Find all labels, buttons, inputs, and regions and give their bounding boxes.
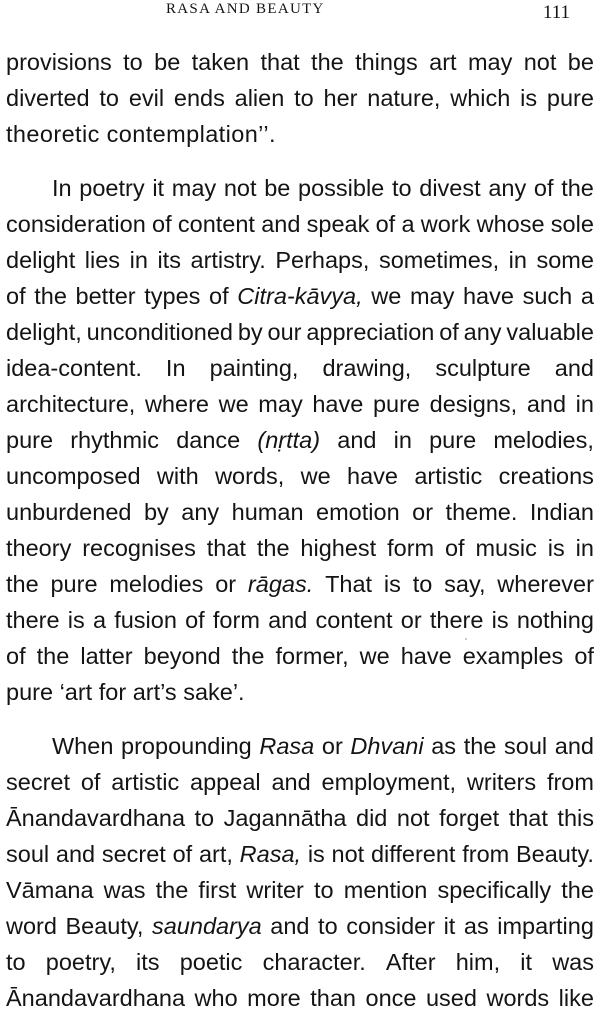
word: of — [6, 643, 26, 669]
word: of — [574, 643, 594, 669]
word: that — [260, 49, 300, 75]
word: secret — [6, 769, 70, 795]
word: After — [385, 949, 436, 975]
word: be — [264, 175, 291, 201]
word: is — [520, 85, 538, 111]
word: word — [6, 913, 57, 939]
word: by — [237, 319, 263, 345]
word: not — [523, 49, 557, 75]
word: that — [206, 535, 246, 561]
text-line — [6, 602, 594, 638]
word: to — [314, 877, 334, 903]
word: some — [536, 247, 594, 273]
text-line — [6, 836, 594, 872]
word: sculpture — [435, 355, 531, 381]
word: in — [575, 535, 594, 561]
word: Indian — [529, 499, 594, 525]
text-line — [6, 422, 594, 458]
word: content — [315, 607, 393, 633]
word: pure ‘art for art’s sake’. — [6, 679, 245, 705]
word: the — [311, 49, 344, 75]
word: and — [337, 427, 377, 453]
word: valuable — [506, 319, 594, 345]
word: the — [463, 733, 497, 759]
text-line — [6, 314, 594, 350]
word: the — [34, 283, 67, 309]
word: better — [75, 283, 136, 309]
word: may — [171, 175, 217, 201]
word: to — [99, 85, 120, 111]
word: is — [307, 841, 325, 867]
word: artistic — [414, 463, 483, 489]
italic-term: saundarya — [151, 913, 262, 939]
word: music — [475, 535, 537, 561]
word: once — [365, 985, 417, 1011]
word: used — [425, 985, 477, 1011]
word: which — [450, 85, 511, 111]
word: is — [491, 607, 509, 633]
word: the — [155, 877, 189, 903]
word: soul — [6, 841, 50, 867]
word: latter — [80, 643, 133, 669]
word: work — [420, 211, 471, 237]
word: or — [400, 607, 422, 633]
word: there — [429, 607, 484, 633]
text-line — [6, 674, 594, 710]
word: pure — [546, 85, 594, 111]
word: Beauty, — [65, 913, 144, 939]
word: there — [6, 607, 60, 633]
text-line — [6, 944, 594, 980]
word: speak — [306, 211, 370, 237]
word: different — [370, 841, 456, 867]
word: to — [6, 949, 26, 975]
word: mention — [343, 877, 428, 903]
word: to — [294, 85, 314, 111]
text-line — [6, 206, 594, 242]
word: propounding — [121, 733, 252, 759]
word: of — [172, 841, 193, 867]
word: we — [218, 391, 249, 417]
word: In — [52, 175, 72, 201]
text-line — [6, 350, 594, 386]
word: it — [152, 175, 165, 201]
italic-term: Dhvani — [350, 733, 424, 759]
word: the — [256, 535, 290, 561]
word: fusion — [114, 607, 177, 633]
text-line — [6, 116, 594, 152]
word: this — [557, 805, 594, 831]
word: and — [261, 211, 301, 237]
text-line — [52, 170, 594, 206]
italic-term: Rasa, — [239, 841, 302, 867]
word: of — [444, 535, 465, 561]
text-line — [6, 872, 594, 908]
word: writers — [466, 769, 537, 795]
word: creations — [498, 463, 594, 489]
word: melodies — [109, 571, 204, 597]
word: her — [323, 85, 358, 111]
word: beyond — [143, 643, 221, 669]
word: any — [488, 175, 527, 201]
word: Vāmana — [6, 877, 94, 903]
word: have — [400, 643, 452, 669]
text-line — [6, 80, 594, 116]
word: a — [580, 283, 594, 309]
word: human — [231, 499, 304, 525]
word: as — [431, 733, 457, 759]
text-line — [6, 980, 594, 1016]
word: or — [412, 499, 434, 525]
text-line — [6, 494, 594, 530]
word: emotion — [316, 499, 400, 525]
word: and — [268, 607, 308, 633]
word: any — [181, 499, 220, 525]
word: Ānandavardhana — [6, 805, 186, 831]
word: imparting — [497, 913, 594, 939]
word: to — [194, 805, 215, 831]
word: not — [396, 805, 430, 831]
word: and — [55, 841, 96, 867]
word: is — [383, 571, 401, 597]
text-line — [6, 566, 594, 602]
word: poetry — [79, 175, 145, 201]
word: When — [52, 733, 114, 759]
word: in — [393, 427, 412, 453]
word: a — [401, 211, 415, 237]
running-head-title: RASA AND BEAUTY — [166, 1, 325, 17]
word: to — [123, 49, 143, 75]
word: architecture, — [6, 391, 136, 417]
word: to — [318, 913, 338, 939]
word: form — [212, 607, 260, 633]
word: was — [552, 949, 594, 975]
word: pure — [429, 427, 477, 453]
word: pure — [372, 391, 420, 417]
word: of — [80, 769, 101, 795]
word: in — [129, 247, 148, 273]
word: have — [462, 283, 514, 309]
word: of — [185, 607, 205, 633]
word: appreciation — [306, 319, 435, 345]
word: form — [387, 535, 435, 561]
word: we — [371, 283, 402, 309]
word: to — [412, 571, 433, 597]
word: of — [439, 319, 459, 345]
word: we — [359, 643, 390, 669]
word: possible — [298, 175, 385, 201]
word: or — [215, 571, 237, 597]
word: uncomposed — [6, 463, 141, 489]
text-line — [6, 764, 594, 800]
text-line — [6, 908, 594, 944]
word: and — [271, 769, 311, 795]
word: sole — [550, 211, 594, 237]
print-speck — [465, 638, 467, 640]
word: highest — [300, 535, 377, 561]
word: theme. — [445, 499, 518, 525]
word: may — [409, 283, 455, 309]
word: consideration — [6, 211, 146, 237]
word: examples — [462, 643, 564, 669]
word: like — [558, 985, 594, 1011]
word: its — [157, 247, 181, 273]
word: theory — [6, 535, 72, 561]
word: diverted — [6, 85, 90, 111]
word: such — [522, 283, 573, 309]
word: forget — [439, 805, 500, 831]
word: alien — [234, 85, 285, 111]
text-line — [6, 638, 594, 674]
word: divest — [419, 175, 481, 201]
word: a — [92, 607, 107, 633]
text-line — [6, 530, 594, 566]
word: Ānandavardhana — [6, 985, 186, 1011]
word: to — [391, 175, 412, 201]
word: painting, — [209, 355, 299, 381]
word: former, — [275, 643, 349, 669]
word: types — [144, 283, 201, 309]
word: that — [508, 805, 548, 831]
page-number: 111 — [542, 2, 570, 23]
word: drawing, — [322, 355, 412, 381]
word: sometimes, — [378, 247, 500, 273]
word: not — [331, 841, 365, 867]
word: delight — [6, 247, 76, 273]
word: from — [546, 769, 594, 795]
word: delight, — [6, 319, 82, 345]
word: as — [463, 913, 489, 939]
italic-term: (nṛtta) — [257, 427, 321, 453]
word: nature, — [367, 85, 441, 111]
word: the — [231, 643, 265, 669]
word: poetic — [179, 949, 243, 975]
word: have — [312, 391, 364, 417]
italic-term: Rasa — [259, 733, 315, 759]
word: and — [526, 391, 567, 417]
word: him, — [455, 949, 501, 975]
word: In — [165, 355, 186, 381]
word: by — [143, 499, 169, 525]
text-line — [6, 800, 594, 836]
word: consider — [346, 913, 436, 939]
word: of — [152, 211, 172, 237]
word: lies — [84, 247, 121, 273]
word: and — [554, 355, 594, 381]
word: of — [375, 211, 396, 237]
word: poetry, — [45, 949, 116, 975]
text-line — [6, 386, 594, 422]
word: the — [561, 175, 594, 201]
word: wherever — [497, 571, 594, 597]
page-header — [0, 0, 600, 24]
word: evil — [128, 85, 165, 111]
word: it — [520, 949, 533, 975]
word: taken — [191, 49, 250, 75]
word: whose — [476, 211, 545, 237]
word: Beauty. — [515, 841, 594, 867]
word: writer — [246, 877, 304, 903]
word: is — [67, 607, 85, 633]
word: rhythmic — [70, 427, 160, 453]
text-line — [52, 728, 594, 764]
word: content — [177, 211, 255, 237]
word: artistic — [111, 769, 180, 795]
word: where — [144, 391, 209, 417]
word: secret — [101, 841, 166, 867]
word: unburdened — [6, 499, 132, 525]
word: may — [258, 391, 303, 417]
word: may — [467, 49, 513, 75]
word: That — [325, 571, 373, 597]
word: in — [508, 247, 527, 273]
word: employment, — [321, 769, 457, 795]
word: and — [270, 913, 310, 939]
word: the — [561, 877, 594, 903]
word: theoretic contemplation’’. — [6, 121, 276, 147]
word: ends — [173, 85, 225, 111]
text-line — [6, 458, 594, 494]
word: idea-content. — [6, 355, 142, 381]
word: say, — [444, 571, 486, 597]
word: from — [462, 841, 510, 867]
word: the — [36, 643, 70, 669]
word: dance — [176, 427, 241, 453]
word: in — [575, 391, 594, 417]
word: art, — [198, 841, 233, 867]
word: and — [554, 733, 594, 759]
word: be — [567, 49, 594, 75]
word: our — [267, 319, 302, 345]
word: artistry. — [190, 247, 266, 273]
word: it — [443, 913, 456, 939]
text-line — [6, 242, 594, 278]
word: melodies, — [493, 427, 594, 453]
word: pure — [6, 427, 54, 453]
italic-term: rāgas. — [247, 571, 314, 597]
word: its — [136, 949, 160, 975]
word: was — [103, 877, 146, 903]
word: unconditioned — [86, 319, 233, 345]
word: nothing — [516, 607, 594, 633]
word: words — [486, 985, 550, 1011]
word: appeal — [190, 769, 261, 795]
word: not — [223, 175, 257, 201]
word: of — [209, 283, 229, 309]
word: recognises — [82, 535, 196, 561]
word: who — [194, 985, 238, 1011]
word: did — [356, 805, 388, 831]
word: have — [347, 463, 398, 489]
word: of — [533, 175, 554, 201]
word: is — [547, 535, 565, 561]
word: soul — [504, 733, 548, 759]
word: more — [247, 985, 301, 1011]
word: designs, — [429, 391, 518, 417]
word: pure — [50, 571, 98, 597]
word: things — [355, 49, 418, 75]
word: Jagannātha — [223, 805, 347, 831]
word: of — [6, 283, 26, 309]
word: or — [321, 733, 343, 759]
italic-term: Citra-kāvya, — [237, 283, 363, 309]
word: be — [154, 49, 181, 75]
text-line — [6, 44, 594, 80]
word: character. — [262, 949, 366, 975]
word: words, — [215, 463, 285, 489]
word: any — [463, 319, 502, 345]
word: Perhaps, — [275, 247, 370, 273]
word: than — [310, 985, 356, 1011]
word: with — [156, 463, 199, 489]
word: provisions — [6, 49, 112, 75]
word: the — [6, 571, 39, 597]
word: first — [198, 877, 237, 903]
word: we — [300, 463, 331, 489]
word: art — [429, 49, 457, 75]
text-line — [6, 278, 594, 314]
word: specifically — [437, 877, 552, 903]
